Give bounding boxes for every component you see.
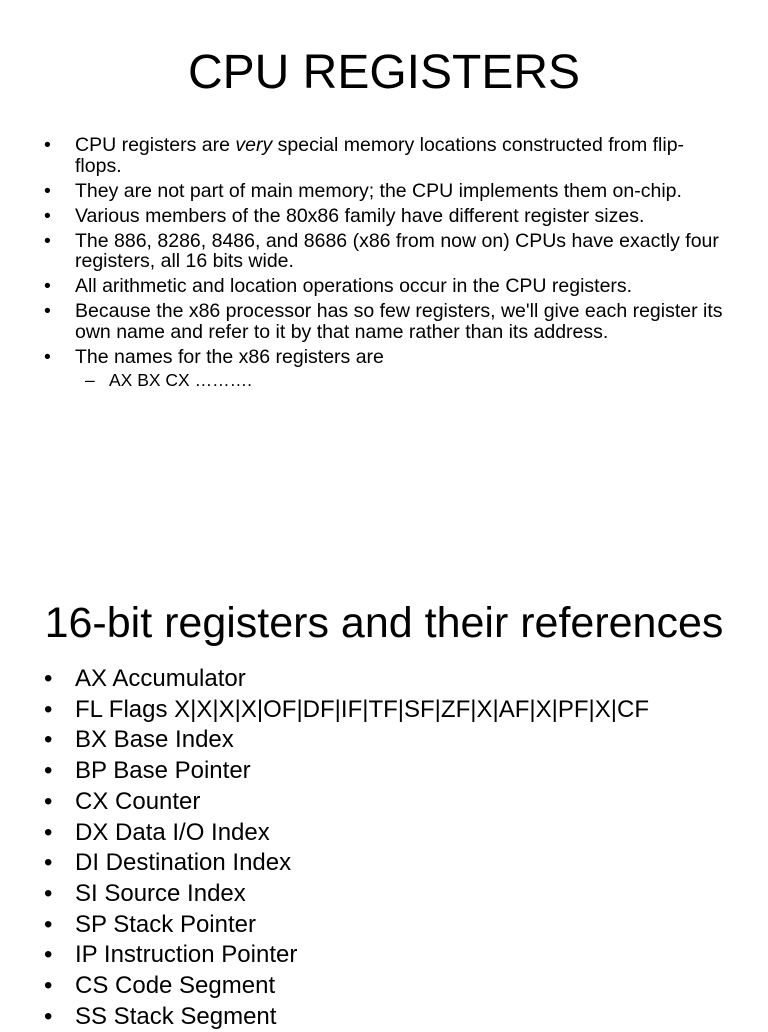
bullet-text: They are not part of main memory; the CPU implements them on-chip. bbox=[75, 179, 682, 202]
bullet-dot-icon: • bbox=[44, 275, 51, 297]
register-text: DI Destination Index bbox=[75, 849, 292, 877]
register-item bbox=[44, 664, 744, 695]
bullet-dot-icon: • bbox=[44, 1002, 53, 1030]
slide-title: 16-bit registers and their references bbox=[44, 599, 724, 647]
register-text: SS Stack Segment bbox=[75, 1002, 277, 1030]
register-text: DX Data I/O Index bbox=[75, 818, 270, 846]
register-item bbox=[44, 756, 744, 787]
bullet-list bbox=[44, 135, 724, 395]
bullet-text: The names for the x86 registers are bbox=[75, 345, 384, 368]
register-text: SP Stack Pointer bbox=[75, 910, 256, 938]
bullet-item bbox=[44, 301, 724, 342]
bullet-item bbox=[44, 276, 724, 297]
bullet-dot-icon: • bbox=[44, 134, 51, 156]
bullet-text: CPU registers are bbox=[75, 134, 236, 156]
register-text: CS Code Segment bbox=[75, 972, 276, 1000]
bullet-dot-icon: • bbox=[44, 818, 53, 846]
bullet-dot-icon: • bbox=[44, 757, 53, 785]
bullet-dot-icon: • bbox=[44, 972, 53, 1000]
bullet-dot-icon: • bbox=[44, 910, 53, 938]
register-item bbox=[44, 818, 744, 849]
register-text: FL Flags X|X|X|X|OF|DF|IF|TF|SF|ZF|X|AF|X|PF|X|CF bbox=[75, 695, 649, 723]
bullet-item bbox=[44, 135, 724, 176]
register-text: AX Accumulator bbox=[75, 665, 246, 692]
slide-16bit-registers bbox=[0, 572, 768, 1030]
register-text: BP Base Pointer bbox=[75, 757, 251, 785]
bullet-dot-icon: • bbox=[44, 879, 53, 907]
register-item bbox=[44, 971, 744, 1002]
register-text: IP Instruction Pointer bbox=[75, 941, 298, 969]
register-item bbox=[44, 1002, 744, 1032]
register-list bbox=[44, 664, 744, 1032]
dash-icon: – bbox=[85, 370, 95, 390]
bullet-text: The 886, 8286, 8486, and 8686 (x86 from now on) CPUs have exactly four registers, all 16 bits wide. bbox=[75, 229, 719, 272]
bullet-dot-icon: • bbox=[44, 345, 51, 368]
register-item bbox=[44, 725, 744, 756]
bullet-item bbox=[44, 231, 724, 272]
sub-bullet-item bbox=[75, 370, 724, 390]
bullet-dot-icon: • bbox=[44, 787, 53, 815]
bullet-dot-icon: • bbox=[44, 229, 51, 252]
bullet-dot-icon: • bbox=[44, 726, 53, 754]
bullet-dot-icon: • bbox=[44, 300, 51, 322]
bullet-item bbox=[44, 181, 724, 202]
bullet-dot-icon: • bbox=[44, 941, 53, 969]
register-item bbox=[44, 848, 744, 879]
bullet-emphasis: very bbox=[235, 134, 273, 156]
bullet-text: All arithmetic and location operations occur in the CPU registers. bbox=[75, 275, 633, 297]
bullet-dot-icon: • bbox=[44, 695, 53, 723]
register-text: BX Base Index bbox=[75, 726, 234, 754]
bullet-text: Because the x86 processor has so few registers, we'll give each register its own name and refer to it by that name rather than its address. bbox=[75, 300, 723, 343]
sub-bullet-list bbox=[75, 370, 724, 390]
register-text: SI Source Index bbox=[75, 879, 246, 907]
bullet-text: Various members of the 80x86 family have different register sizes. bbox=[75, 204, 645, 227]
register-item bbox=[44, 879, 744, 910]
bullet-dot-icon: • bbox=[44, 849, 53, 877]
sub-bullet-text: AX BX CX ………. bbox=[109, 370, 252, 390]
bullet-item bbox=[44, 206, 724, 227]
register-item bbox=[44, 695, 744, 726]
register-item bbox=[44, 787, 744, 818]
register-item bbox=[44, 910, 744, 941]
bullet-dot-icon: • bbox=[44, 179, 51, 202]
bullet-item bbox=[44, 347, 724, 391]
bullet-dot-icon: • bbox=[44, 204, 51, 227]
register-item bbox=[44, 940, 744, 971]
slide-title: CPU REGISTERS bbox=[187, 46, 581, 99]
bullet-text: special memory locations constructed from flip-flops. bbox=[75, 134, 685, 177]
register-text: CX Counter bbox=[75, 787, 201, 815]
bullet-dot-icon: • bbox=[44, 665, 53, 692]
